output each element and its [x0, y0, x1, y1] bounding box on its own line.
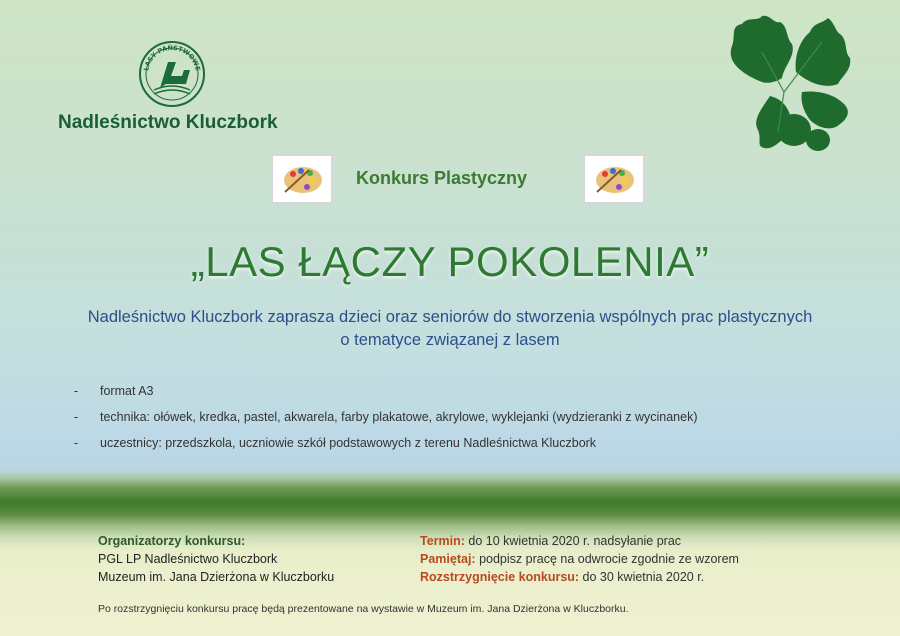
list-item	[74, 434, 697, 460]
remember-line	[420, 550, 739, 568]
result-label: Rozstrzygnięcie konkursu:	[420, 570, 580, 584]
intro-line-2: o tematyce związanej z lasem	[340, 331, 560, 349]
organizers-heading: Organizatorzy konkursu:	[98, 534, 246, 548]
list-item-text: technika: ołówek, kredka, pastel, akwarela, farby plakatowe, akrylowe, wyklejanki (wydzieranki z wycinanek)	[100, 410, 698, 424]
deadline-label: Termin:	[420, 534, 465, 548]
deadline-line	[420, 532, 739, 550]
paint-palette-icon	[279, 162, 325, 196]
remember-label: Pamiętaj:	[420, 552, 476, 566]
deadline-text: do 10 kwietnia 2020 r. nadsyłanie prac	[464, 534, 682, 548]
list-item	[74, 382, 697, 408]
result-line	[420, 568, 739, 586]
forest-logo-icon	[138, 40, 206, 108]
result-text: do 30 kwietnia 2020 r.	[579, 570, 705, 584]
footer-note: Po rozstrzygnięciu konkursu pracę będą prezentowane na wystawie w Muzeum im. Jana Dzierżona w Kluczborku.	[98, 603, 629, 615]
remember-text: podpisz pracę na odwrocie zgodnie ze wzorem	[475, 552, 739, 566]
list-item	[74, 408, 697, 434]
organizer-1: PGL LP Nadleśnictwo Kluczbork	[98, 552, 278, 566]
list-dash: -	[74, 410, 79, 424]
logo-text: LASY PAŃSTWOWE	[142, 43, 202, 72]
paint-palette-icon	[591, 162, 637, 196]
list-dash: -	[74, 384, 79, 398]
main-title: „LAS ŁĄCZY POKOLENIA”	[190, 238, 710, 285]
organizer-2: Muzeum im. Jana Dzierżona w Kluczborku	[98, 570, 335, 584]
oak-leaves-icon	[722, 12, 857, 152]
intro-line-1: Nadleśnictwo Kluczbork zaprasza dzieci oraz seniorów do stworzenia wspólnych prac plastycznych	[87, 308, 813, 326]
list-item-text: uczestnicy: przedszkola, uczniowie szkół podstawowych z terenu Nadleśnictwa Kluczbork	[100, 436, 597, 450]
palette-image-right	[583, 154, 645, 204]
list-dash: -	[74, 436, 79, 450]
organization-name: Nadleśnictwo Kluczbork	[58, 112, 278, 133]
palette-image-left	[271, 154, 333, 204]
list-item-text: format A3	[100, 384, 154, 398]
info-block	[420, 532, 739, 586]
contest-label: Konkurs Plastyczny	[356, 168, 528, 188]
details-list	[74, 382, 697, 460]
organizers-block	[98, 532, 334, 586]
intro-text	[0, 306, 900, 352]
